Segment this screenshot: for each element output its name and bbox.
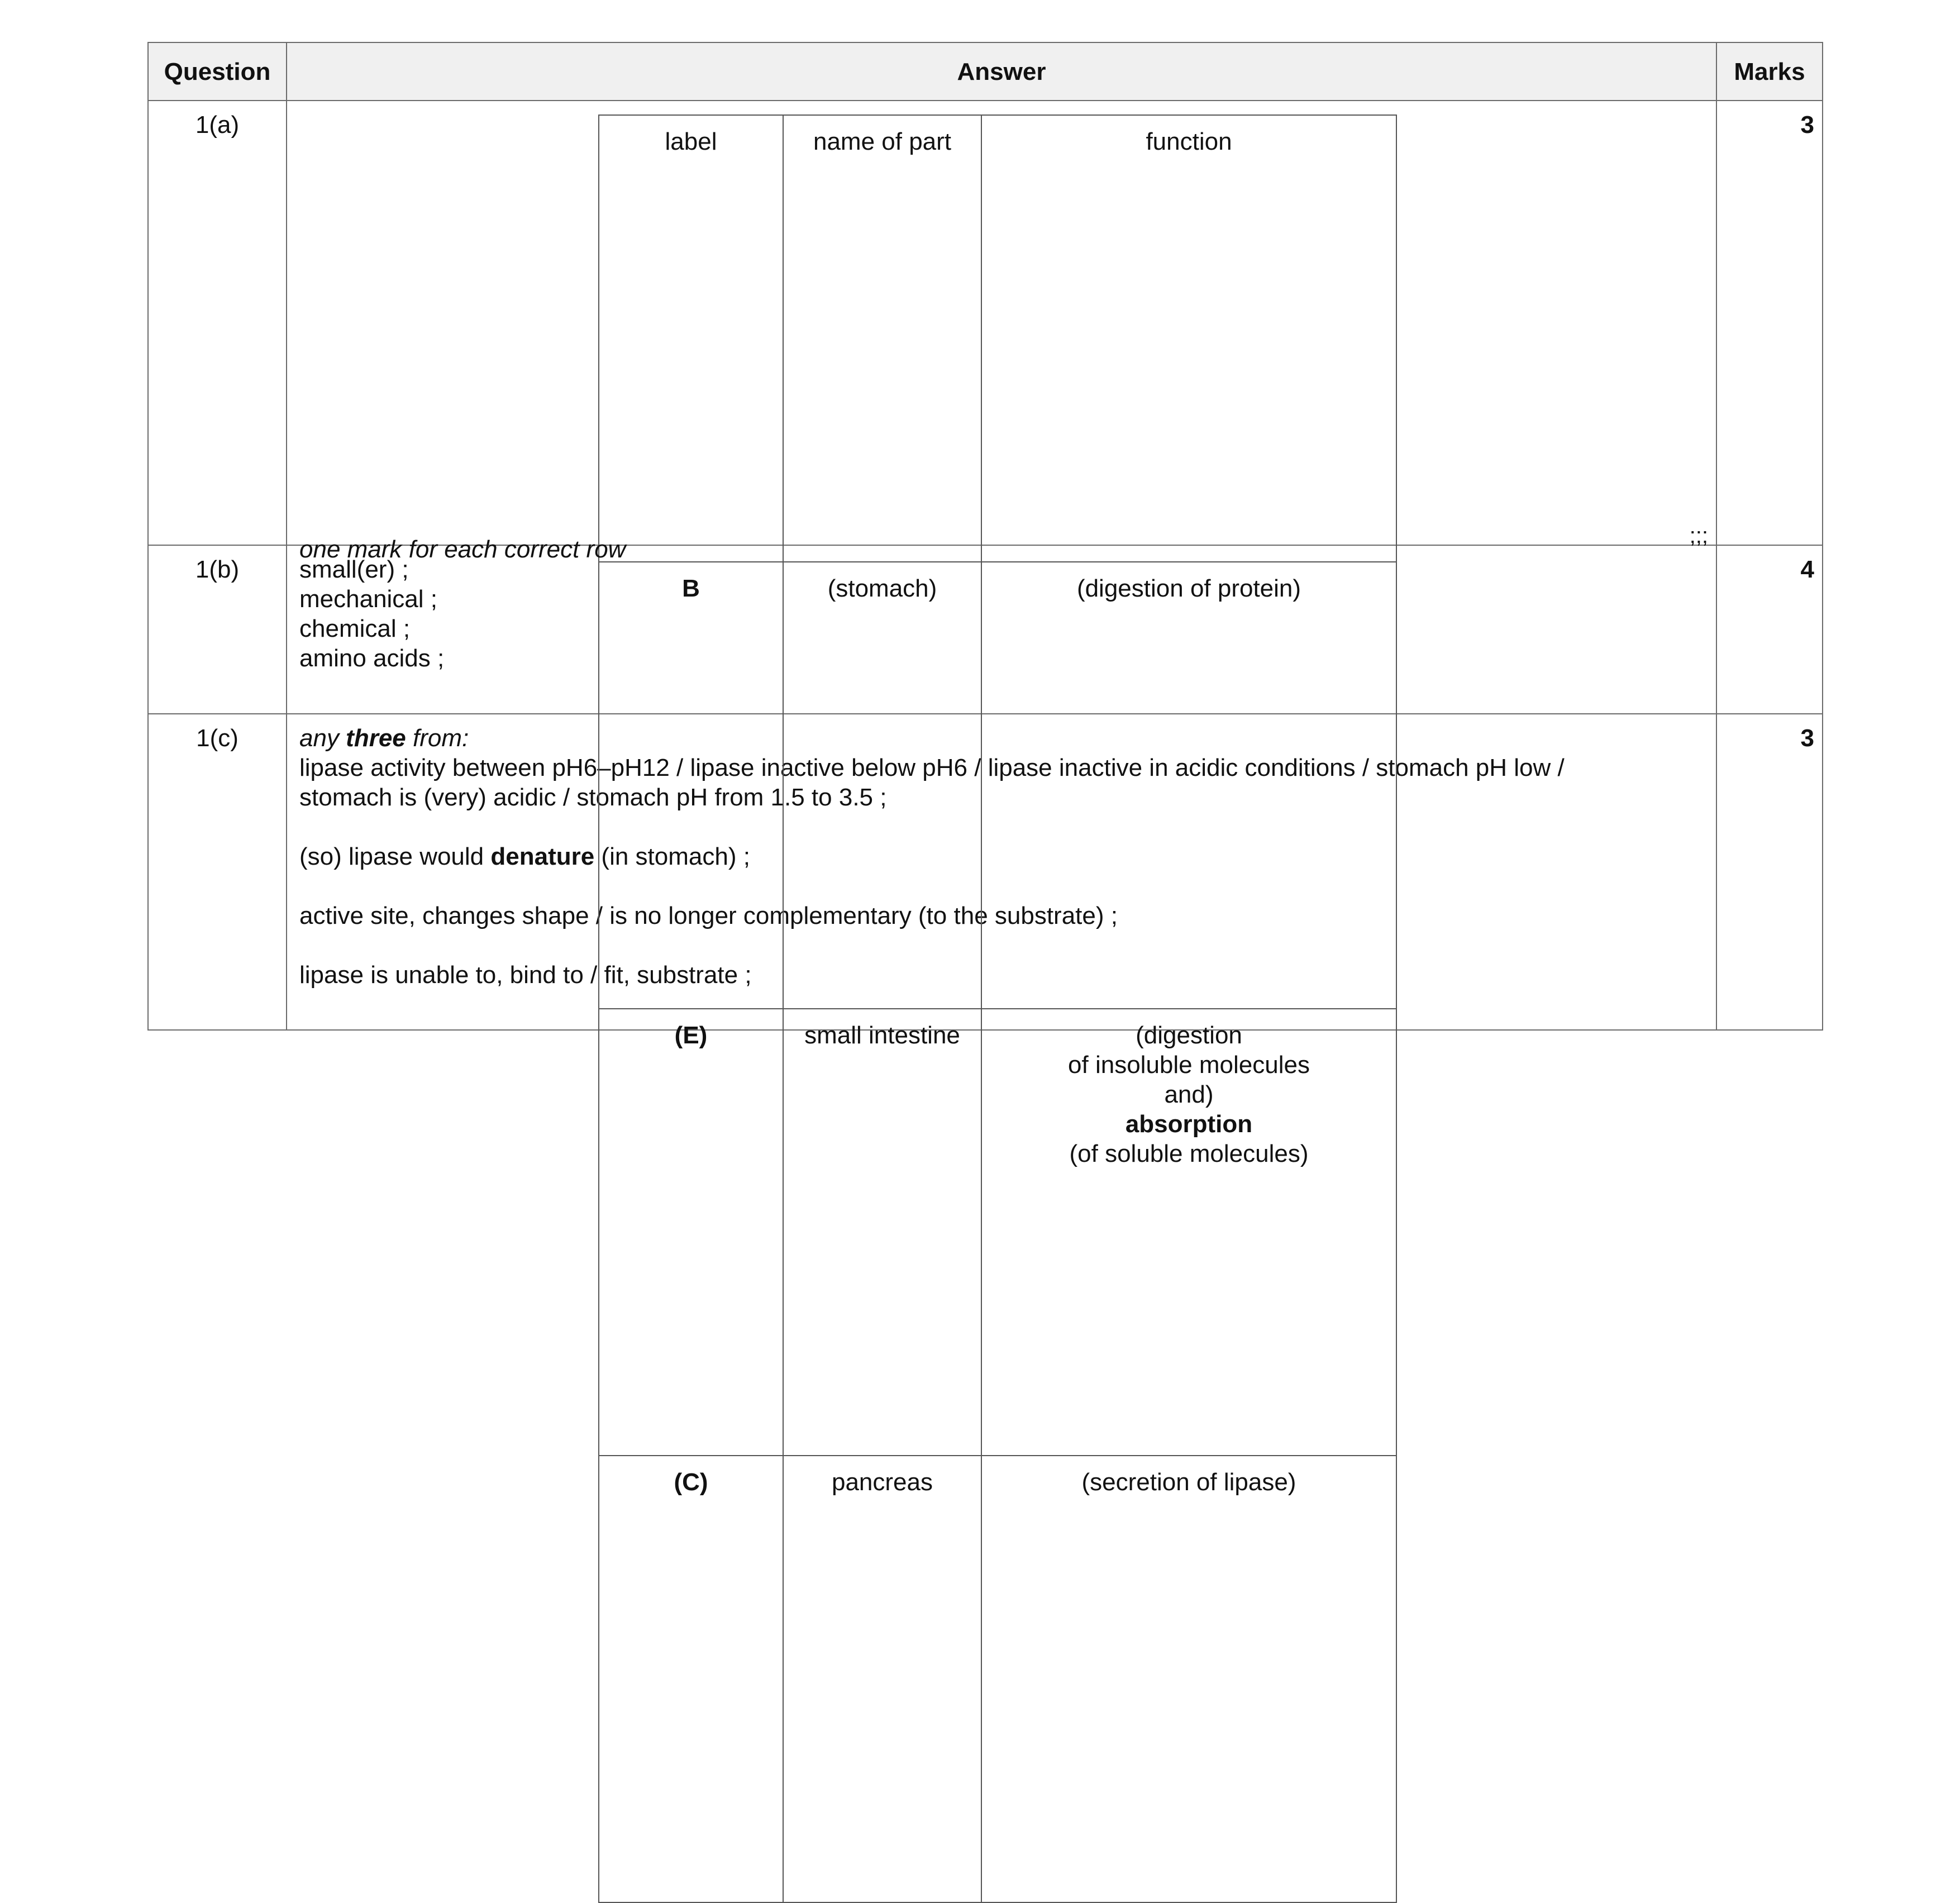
answer-line: lipase is unable to, bind to / fit, substrate ; <box>299 961 752 989</box>
function-line-bold: absorption <box>1125 1110 1253 1138</box>
row-part: small intestine <box>783 1009 981 1456</box>
function-line: (of soluble molecules) <box>1069 1140 1309 1167</box>
row-part: pancreas <box>783 1456 981 1902</box>
answer-line: amino acids ; <box>299 645 445 672</box>
inner-header-part: name of part <box>783 115 981 562</box>
marks-value: 3 <box>1716 101 1823 545</box>
answer-line: chemical ; <box>299 615 411 642</box>
inner-header-label: label <box>599 115 783 562</box>
question-number: 1(a) <box>148 101 287 545</box>
marking-note: one mark for each correct row <box>299 536 626 563</box>
row-label: (C) <box>599 1456 783 1902</box>
header-question: Question <box>148 42 287 101</box>
inner-row <box>599 1009 1396 1456</box>
answer-line: stomach is (very) acidic / stomach pH from 1.5 to 3.5 ; <box>299 784 887 811</box>
marks-value: 3 <box>1716 714 1823 1030</box>
organ-function-table <box>598 115 1397 1903</box>
answer-text: (so) lipase would <box>299 843 491 870</box>
row-function: (digestion of protein) <box>981 562 1396 1009</box>
answer-line: mechanical ; <box>299 585 438 613</box>
intro-text: any <box>299 724 346 752</box>
question-number: 1(b) <box>148 545 287 714</box>
inner-row <box>599 562 1396 1009</box>
header-row <box>148 42 1823 101</box>
mark-ticks: ;;; <box>1689 523 1708 548</box>
intro-emphasis: three <box>346 724 406 752</box>
row-part: (stomach) <box>783 562 981 1009</box>
answer-line: lipase activity between pH6–pH12 / lipase inactive below pH6 / lipase inactive in acidic conditions / stomach pH low / <box>299 754 1565 781</box>
mark-scheme-table <box>147 42 1823 1496</box>
header-answer: Answer <box>287 42 1716 101</box>
answer-line: active site, changes shape / is no longer complementary (to the substrate) ; <box>299 902 1118 929</box>
function-line: of insoluble molecules <box>1068 1051 1310 1079</box>
table-row <box>148 101 1823 545</box>
row-label: B <box>599 562 783 1009</box>
inner-header-function: function <box>981 115 1396 562</box>
header-marks: Marks <box>1716 42 1823 101</box>
row-function <box>981 1009 1396 1456</box>
inner-row <box>599 1456 1396 1902</box>
marks-value: 4 <box>1716 545 1823 714</box>
row-label: (E) <box>599 1009 783 1456</box>
question-number: 1(c) <box>148 714 287 1030</box>
function-line: and) <box>1164 1081 1214 1108</box>
inner-header-row <box>599 115 1396 562</box>
row-function: (secretion of lipase) <box>981 1456 1396 1902</box>
function-line: (digestion <box>1136 1022 1242 1049</box>
intro-text-end: from: <box>406 724 469 752</box>
answer-line: small(er) ; <box>299 556 409 583</box>
answer-text-end: (in stomach) ; <box>594 843 750 870</box>
answer-keyword: denature <box>490 843 595 870</box>
